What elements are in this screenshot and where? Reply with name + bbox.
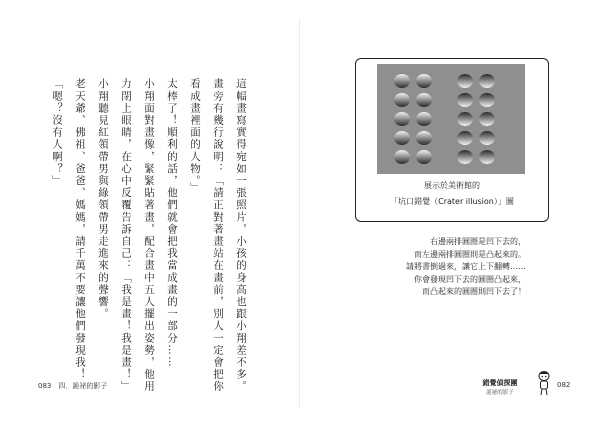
explanation-line: 請將書倒過來，讓它上下翻轉…… bbox=[406, 262, 526, 271]
text-column: 「嗯？沒有人啊？」 bbox=[51, 78, 63, 187]
raised-disc bbox=[416, 112, 432, 126]
crater-illusion-figure bbox=[355, 58, 549, 222]
series-subtitle: 詭祕的影子 bbox=[486, 390, 514, 396]
sunken-disc bbox=[457, 131, 473, 145]
left-page-number: 083 四．詭祕的影子 bbox=[38, 382, 108, 390]
series-title: 錯覺偵探團 bbox=[482, 379, 518, 387]
detective-mascot-icon bbox=[536, 370, 552, 396]
book-series-mark bbox=[470, 378, 530, 396]
raised-disc bbox=[416, 131, 432, 145]
sunken-disc bbox=[457, 112, 473, 126]
text-column: 小翔面對畫像，緊緊貼著畫，配合畫中五人擺出姿勢，他用 bbox=[143, 78, 155, 393]
figure-caption-line-2: 「坑口錯覺（Crater illusion）」圖 bbox=[390, 197, 514, 206]
explanation-line: 你會發現凹下去的圓圈凸起來， bbox=[414, 274, 526, 284]
sunken-disc bbox=[479, 150, 495, 164]
crater-illusion-image bbox=[377, 64, 525, 174]
raised-disc bbox=[394, 74, 410, 88]
raised-disc bbox=[416, 150, 432, 164]
text-column: 太棒了！順利的話，他們就會把我當成畫的一部分…… bbox=[166, 78, 178, 369]
raised-disc bbox=[394, 112, 410, 126]
explanation-line: 右邊兩排圓圈是凹下去的， bbox=[430, 237, 526, 246]
text-column: 看成畫裡面的人物。」 bbox=[189, 78, 201, 194]
sunken-disc bbox=[479, 131, 495, 145]
text-column: 畫旁有幾行說明：「請正對著畫站在畫前，別人一定會把你 bbox=[212, 78, 224, 393]
raised-disc bbox=[416, 93, 432, 107]
raised-disc bbox=[394, 131, 410, 145]
text-column: 小翔聽見紅領帶男與綠領帶男走進來的聲響。 bbox=[97, 78, 109, 320]
text-column: 這幅畫寫實得宛如一張照片，小孩的身高也跟小翔差不多。 bbox=[235, 78, 247, 393]
sunken-disc bbox=[479, 93, 495, 107]
figure-caption-line-1: 展示於美術館的 bbox=[424, 181, 480, 190]
right-page-number: 082 bbox=[557, 381, 571, 389]
sunken-disc bbox=[457, 93, 473, 107]
sunken-disc bbox=[457, 74, 473, 88]
raised-disc bbox=[394, 93, 410, 107]
text-column: 老天爺、佛祖、爸爸、媽媽，請千萬不要讓他們發現我！ bbox=[74, 78, 86, 381]
book-gutter bbox=[299, 18, 300, 408]
raised-disc bbox=[416, 74, 432, 88]
sunken-disc bbox=[479, 74, 495, 88]
raised-disc bbox=[394, 150, 410, 164]
explanation-line: 而凸起來的圓圈則凹下去了！ bbox=[422, 287, 526, 296]
explanation-line: 而左邊兩排圓圈則是凸起來的。 bbox=[414, 249, 526, 259]
text-column: 力閉上眼睛，在心中反覆告訴自己：「我是畫！我是畫！」 bbox=[120, 78, 132, 393]
sunken-disc bbox=[479, 112, 495, 126]
sunken-disc bbox=[457, 150, 473, 164]
